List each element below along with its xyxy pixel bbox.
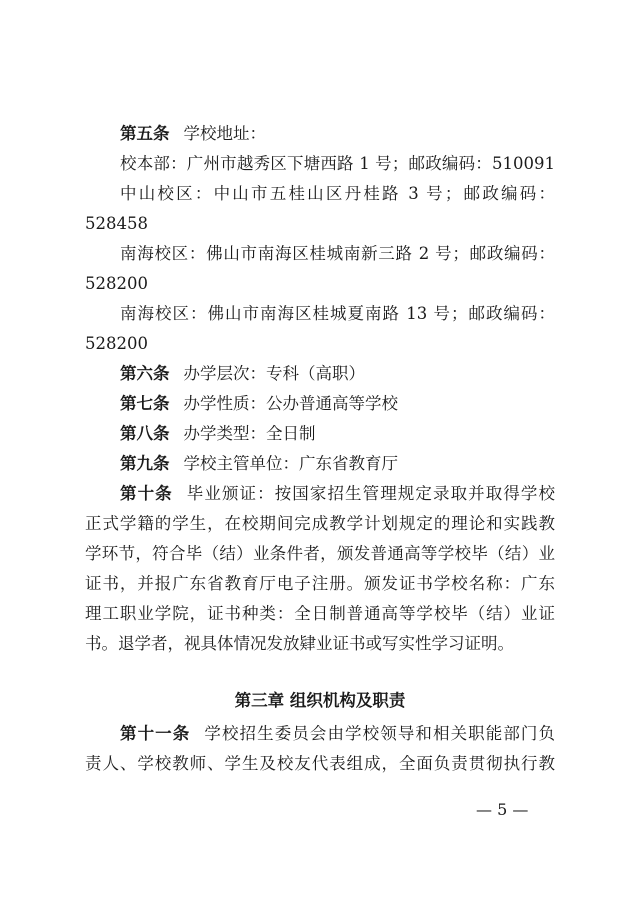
campus-nanhai-2-address: 南海校区：佛山市南海区桂城夏南路 13 号；邮政编码： (120, 304, 555, 323)
article-5-label: 第五条 (120, 124, 170, 143)
article-10-first-line (120, 482, 555, 506)
article-10-line-4: 证书，并报广东省教育厅电子注册。颁发证书学校名称：广东 (85, 574, 555, 593)
article-8-label: 第八条 (120, 424, 170, 443)
campus-nanhai-1-address: 南海校区：佛山市南海区桂城南新三路 2 号；邮政编码： (120, 244, 555, 263)
article-11-first-line (120, 722, 555, 746)
article-10-line-5: 理工职业学院，证书种类：全日制普通高等学校毕（结）业证 (85, 604, 555, 623)
article-10-line-3: 学环节，符合毕（结）业条件者，颁发普通高等学校毕（结）业 (85, 544, 555, 563)
campus-nanhai-2-zip: 528200 (85, 334, 148, 353)
article-9-text: 学校主管单位：广东省教育厅 (183, 454, 398, 473)
article-5-text: 学校地址： (183, 124, 266, 143)
article-8-text: 办学类型：全日制 (183, 424, 316, 443)
article-11-line-2: 责人、学校教师、学生及校友代表组成，全面负责贯彻执行教 (85, 754, 555, 773)
article-10-line-1: 毕业颁证：按国家招生管理规定录取并取得学校 (186, 484, 556, 503)
article-6-text: 办学层次：专科（高职） (183, 364, 365, 383)
article-5-heading (120, 122, 555, 146)
article-11-label: 第十一条 (120, 724, 191, 743)
article-7-label: 第七条 (120, 394, 170, 413)
campus-zhongshan-zip: 528458 (85, 214, 148, 233)
article-8 (120, 422, 555, 446)
campus-nanhai-1-zip: 528200 (85, 274, 148, 293)
article-6-label: 第六条 (120, 364, 170, 383)
article-7 (120, 392, 555, 416)
chapter-3-title: 第三章 组织机构及职责 (234, 691, 406, 710)
article-11-line-1: 学校招生委员会由学校领导和相关职能部门负 (204, 724, 556, 743)
article-9-label: 第九条 (120, 454, 170, 473)
article-10-line-2: 正式学籍的学生，在校期间完成教学计划规定的理论和实践教 (85, 514, 555, 533)
article-6 (120, 362, 555, 386)
article-7-text: 办学性质：公办普通高等学校 (183, 394, 398, 413)
article-10-label: 第十条 (120, 484, 173, 503)
article-10-line-6: 书。退学者，视具体情况发放肄业证书或写实性学习证明。 (85, 634, 514, 653)
campus-main-address: 校本部：广州市越秀区下塘西路 1 号；邮政编码：510091 (120, 154, 555, 173)
page-number: — 5 — (476, 800, 529, 819)
campus-zhongshan-address: 中山校区：中山市五桂山区丹桂路 3 号；邮政编码： (120, 184, 555, 203)
article-9 (120, 452, 555, 476)
